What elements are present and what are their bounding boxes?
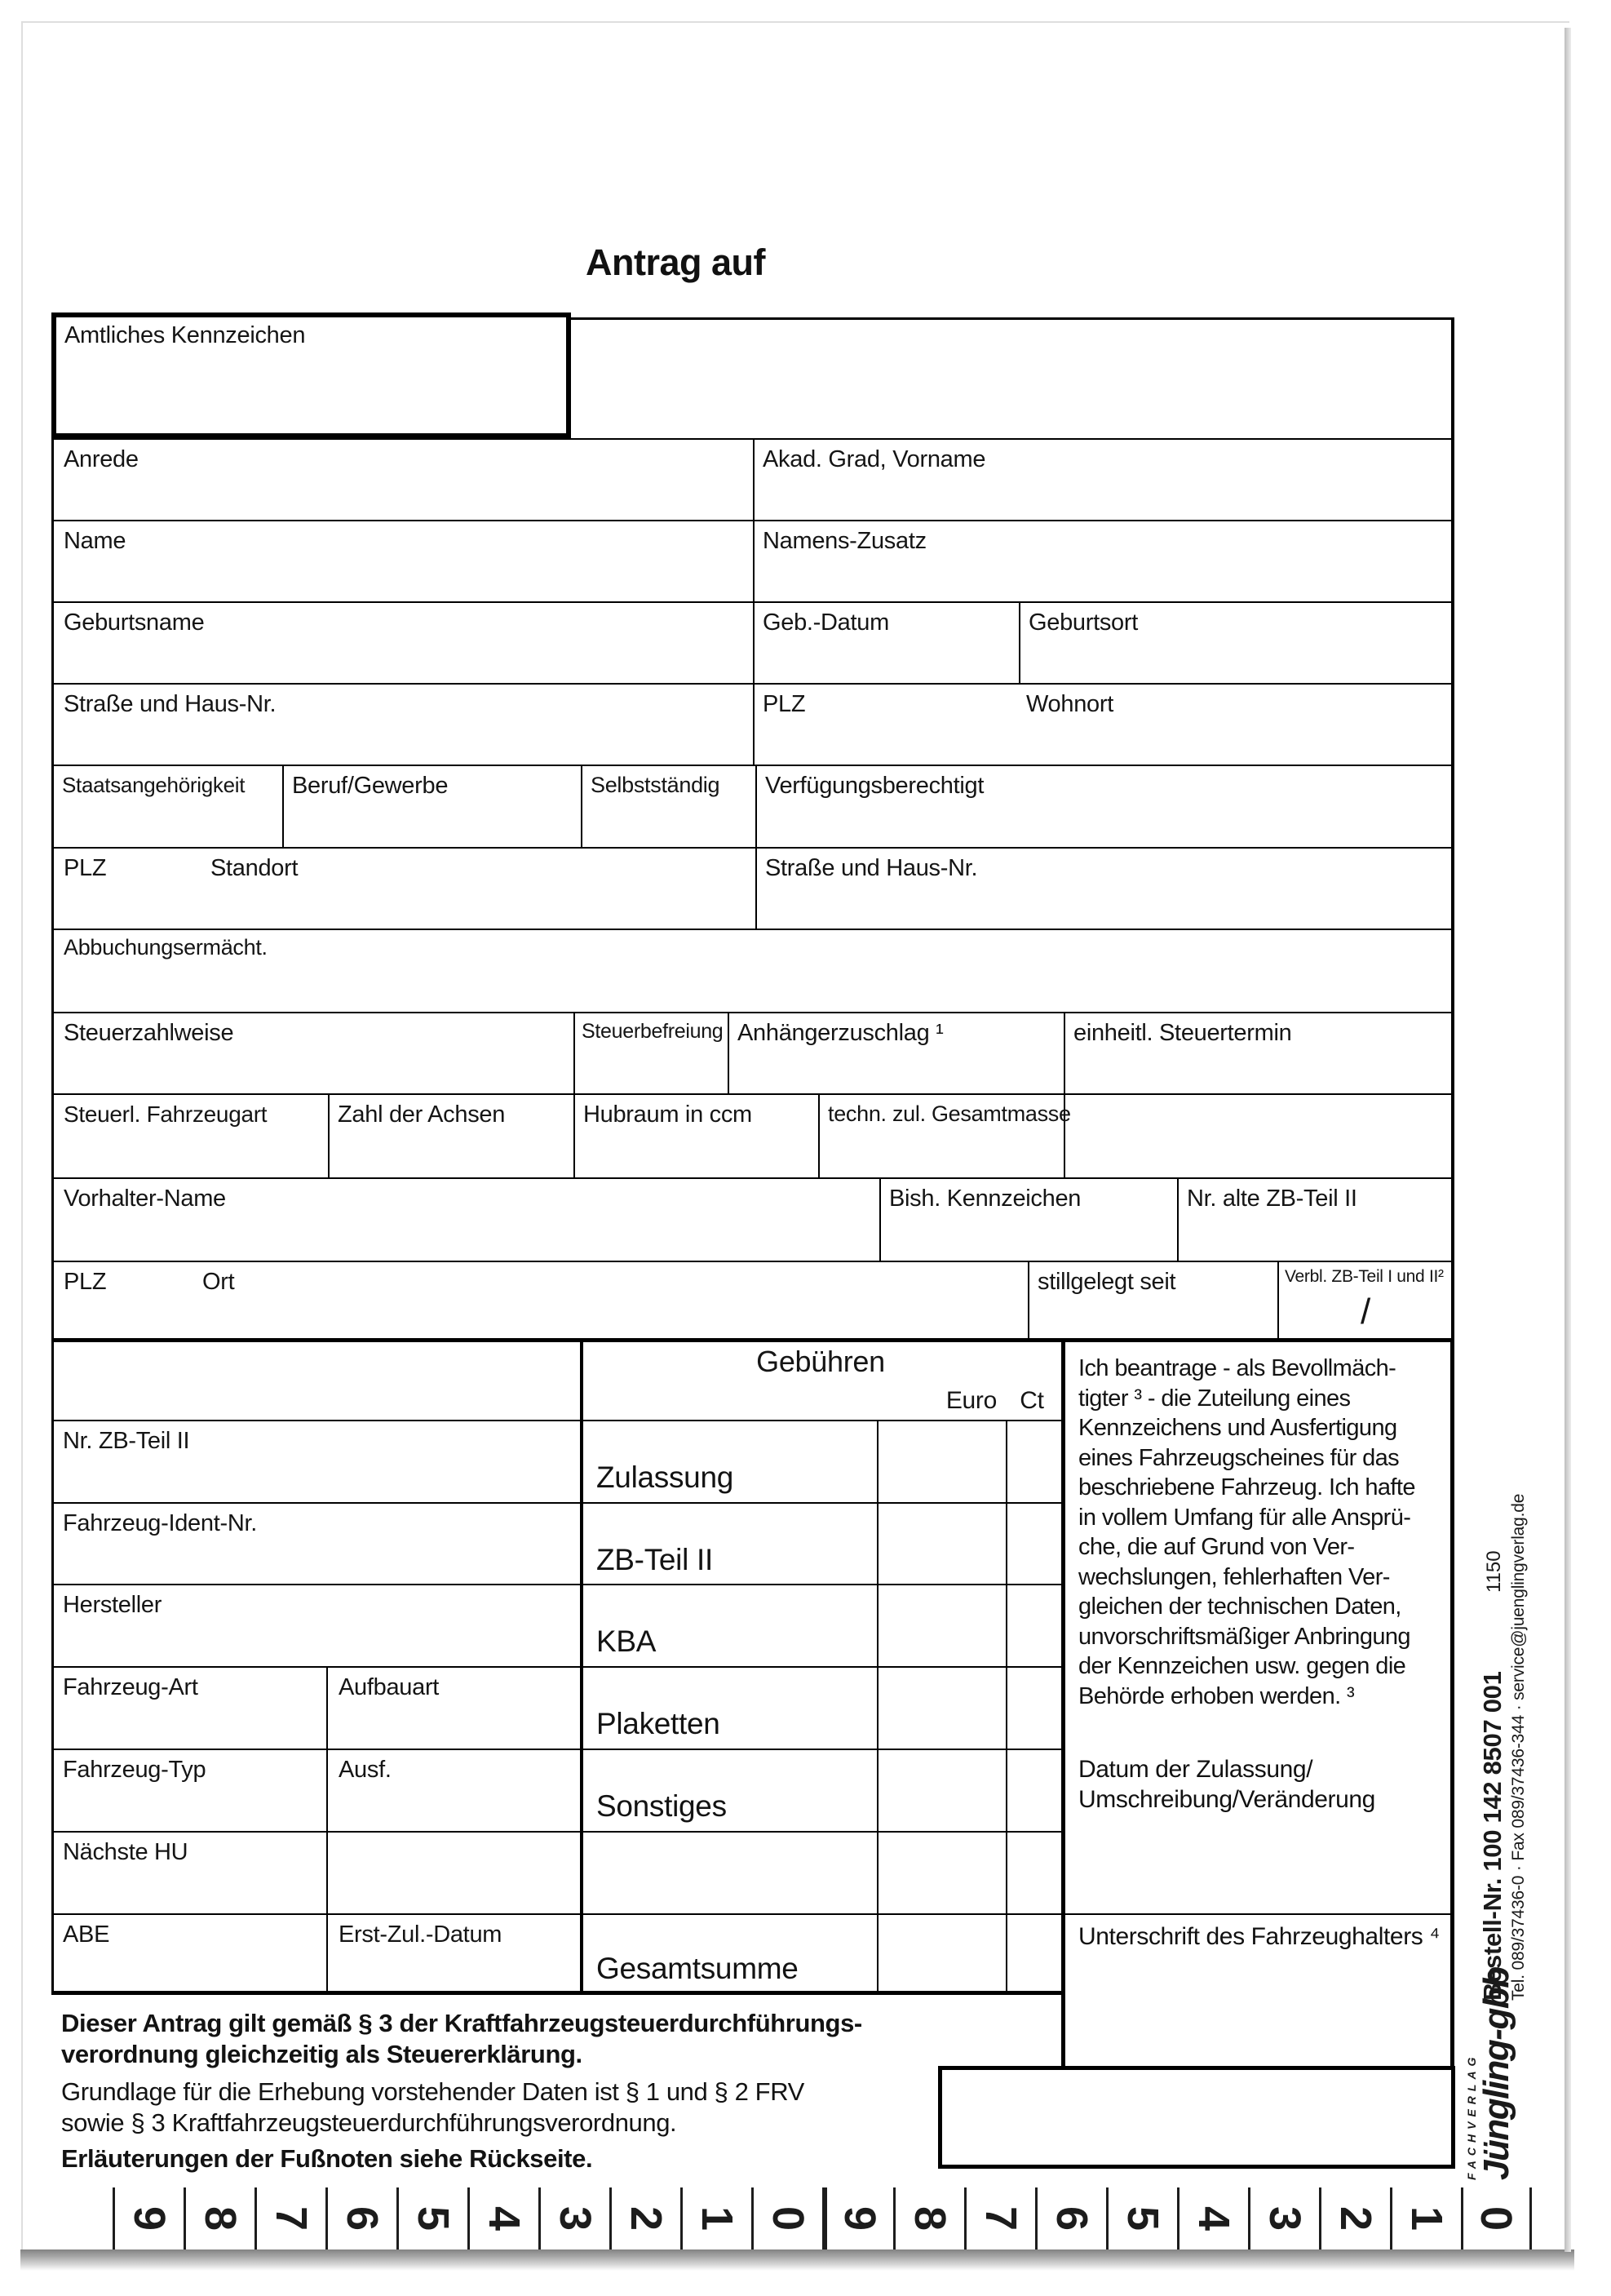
- field-steuertermin-label: einheitl. Steuertermin: [1073, 1020, 1292, 1046]
- field-aufbauart-label: Aufbauart: [339, 1674, 440, 1700]
- field-fahrzeug-art-label: Fahrzeug-Art: [63, 1674, 198, 1700]
- declaration-line: Behörde erhoben werden. ³: [1078, 1682, 1355, 1709]
- scale-digit: 3: [550, 2205, 600, 2232]
- footer-note-bold-2: verordnung gleichzeitig als Steuererklärung.: [61, 2040, 582, 2068]
- fees-euro-header: Euro: [945, 1387, 997, 1414]
- grid-line: [755, 849, 757, 929]
- field-hubraum-label: Hubraum in ccm: [583, 1101, 752, 1128]
- field-naechste-hu-label: Nächste HU: [63, 1839, 188, 1865]
- grid-line: [581, 766, 582, 847]
- row-abbuchung: [54, 929, 1451, 1012]
- field-abe-label: ABE: [63, 1921, 110, 1948]
- grid-line: [51, 1991, 1065, 1995]
- scale-cell: [893, 2187, 964, 2249]
- page-shadow-right: [1565, 28, 1571, 2252]
- grid-line: [51, 1502, 1061, 1504]
- field-selbststaendig-label: Selbstständig: [591, 773, 720, 797]
- scan-edge-line: [21, 21, 1569, 23]
- publisher-logo-name: Jüngling-gbb: [1476, 1967, 1516, 2180]
- row-beruf: [54, 765, 1451, 847]
- scale-cell: [1035, 2187, 1106, 2249]
- declaration-line: gleichen der technischen Daten,: [1078, 1593, 1401, 1620]
- declaration-line: eines Fahrzeugscheines für das: [1078, 1444, 1400, 1471]
- scale-digit: 5: [1118, 2205, 1167, 2232]
- field-standort-label: Standort: [210, 855, 299, 881]
- declaration-line: der Kennzeichen usw. gegen die: [1078, 1653, 1406, 1679]
- grid-line: [573, 1095, 575, 1177]
- grid-line: [753, 521, 755, 601]
- field-bish-kennzeichen-label: Bish. Kennzeichen: [889, 1186, 1082, 1212]
- scale-cell: [1319, 2187, 1390, 2249]
- license-plate-label: Amtliches Kennzeichen: [64, 322, 306, 348]
- grid-line: [282, 766, 284, 847]
- field-vorhalter-name-label: Vorhalter-Name: [64, 1186, 226, 1212]
- grid-line: [51, 1420, 1061, 1421]
- page-title: Antrag auf: [586, 242, 765, 283]
- footer-note-bold-3: Erläuterungen der Fußnoten siehe Rückseite.: [61, 2144, 593, 2173]
- field-zahl-achsen-label: Zahl der Achsen: [338, 1101, 506, 1128]
- scale-cell: [254, 2187, 325, 2249]
- field-erst-zul-datum-label: Erst-Zul.-Datum: [339, 1921, 502, 1948]
- grid-line: [51, 1666, 1061, 1668]
- zulassung-datum-line: Datum der Zulassung/: [1078, 1756, 1313, 1783]
- field-plz-standort-label: PLZ: [64, 855, 107, 881]
- scale-digit: 7: [266, 2205, 316, 2232]
- field-gesamtmasse-label: techn. zul. Gesamtmasse: [828, 1101, 1071, 1126]
- scale-cell: [680, 2187, 751, 2249]
- field-abbuchungsermaechtigung-label: Abbuchungsermächt.: [64, 935, 268, 960]
- field-akad-grad-vorname-label: Akad. Grad, Vorname: [763, 446, 986, 472]
- scale-cell: [184, 2187, 254, 2249]
- declaration-line: unvorschriftsmäßiger Anbringung: [1078, 1623, 1410, 1650]
- footer-note-reg-1: Grundlage für die Erhebung vorstehender Daten ist § 1 und § 2 FRV: [61, 2077, 804, 2106]
- scale-digit: 2: [1330, 2205, 1380, 2232]
- fee-plaketten-label: Plaketten: [596, 1707, 720, 1740]
- grid-line: [51, 1749, 1061, 1750]
- scale-cell: [325, 2187, 396, 2249]
- row-steuer: [54, 1012, 1451, 1093]
- field-plz-ort-label: PLZ: [64, 1269, 107, 1295]
- grid-line: [326, 1666, 328, 1991]
- declaration-block: [1061, 1338, 1454, 2070]
- row-geburtsname: [54, 601, 1451, 683]
- publisher-logo-top: FACHVERLAG: [1465, 2052, 1478, 2180]
- field-steuerbefreiung-label: Steuerbefreiung: [582, 1020, 724, 1043]
- grid-line: [753, 440, 755, 520]
- stamp-box: [938, 2066, 1455, 2169]
- verbleib-slash: /: [1361, 1292, 1370, 1332]
- declaration-text: [1078, 1354, 1415, 1711]
- grid-line: [51, 1338, 1065, 1342]
- row-fahrzeugart: [54, 1093, 1451, 1177]
- scan-edge-line: [21, 23, 23, 2262]
- scale-cell: [1248, 2187, 1319, 2249]
- declaration-line: Kennzeichens und Ausfertigung: [1078, 1415, 1397, 1441]
- field-steuerzahlweise-label: Steuerzahlweise: [64, 1020, 234, 1046]
- row-name: [54, 520, 1451, 601]
- row-anrede: [54, 438, 1451, 520]
- field-steuerl-fahrzeugart-label: Steuerl. Fahrzeugart: [64, 1101, 268, 1127]
- grid-line: [728, 1013, 729, 1093]
- declaration-line: wechslungen, fehlerhaften Ver-: [1078, 1563, 1390, 1590]
- row-stillgelegt: [54, 1261, 1451, 1338]
- field-fahrzeug-typ-label: Fahrzeug-Typ: [63, 1757, 206, 1783]
- field-anrede-label: Anrede: [64, 446, 139, 472]
- field-name-label: Name: [64, 528, 126, 554]
- field-fahrzeug-ident-label: Fahrzeug-Ident-Nr.: [63, 1510, 257, 1536]
- grid-line: [1064, 1013, 1065, 1093]
- field-beruf-gewerbe-label: Beruf/Gewerbe: [292, 773, 449, 799]
- grid-line: [1028, 1262, 1029, 1338]
- fee-gesamtsumme-label: Gesamtsumme: [596, 1952, 799, 1985]
- grid-line: [1065, 1913, 1450, 1915]
- field-geburtsname-label: Geburtsname: [64, 609, 205, 636]
- scale-cell: [467, 2187, 538, 2249]
- scale-digit: 2: [621, 2205, 671, 2232]
- declaration-line: Ich beantrage - als Bevollmäch-: [1078, 1355, 1396, 1381]
- unterschrift-label: Unterschrift des Fahrzeughalters ⁴: [1078, 1923, 1440, 1950]
- zulassung-datum-line: Umschreibung/Veränderung: [1078, 1786, 1375, 1813]
- grid-line: [753, 603, 755, 683]
- grid-line: [1177, 1179, 1179, 1261]
- fee-zb-teil2-label: ZB-Teil II: [596, 1543, 713, 1576]
- scale-cell: [113, 2187, 184, 2249]
- field-ort-label: Ort: [202, 1269, 235, 1295]
- grid-line: [51, 1584, 1061, 1585]
- grid-line: [1006, 1420, 1007, 1991]
- field-verbleib-zb-label: Verbl. ZB-Teil I und II²: [1285, 1267, 1444, 1286]
- footer-note-reg-2: sowie § 3 Kraftfahrzeugsteuerdurchführungsverordnung.: [61, 2108, 677, 2137]
- field-geb-datum-label: Geb.-Datum: [763, 609, 889, 636]
- fee-kba-label: KBA: [596, 1624, 657, 1658]
- grid-line: [755, 766, 757, 847]
- scale-digit: 7: [976, 2205, 1025, 2232]
- counting-scale: [113, 2187, 1532, 2249]
- print-code: 1150: [1483, 1550, 1505, 1593]
- zulassung-datum-label: [1078, 1754, 1375, 1815]
- scale-digit: 6: [1047, 2205, 1096, 2232]
- grid-line: [877, 1420, 879, 1991]
- scale-digit: 1: [1401, 2205, 1451, 2232]
- field-verfuegungsberechtigt-label: Verfügungsberechtigt: [765, 773, 985, 799]
- grid-line: [1019, 603, 1020, 683]
- row-standort: [54, 847, 1451, 929]
- field-stillgelegt-label: stillgelegt seit: [1038, 1269, 1176, 1295]
- field-nr-zb-teil2-label: Nr. ZB-Teil II: [63, 1428, 190, 1454]
- field-plz-label: PLZ: [763, 691, 806, 717]
- scale-cell: [538, 2187, 609, 2249]
- license-plate-box: [51, 312, 571, 438]
- applicant-grid: [51, 438, 1454, 1338]
- footer-note-bold-1: Dieser Antrag gilt gemäß § 3 der Kraftfahrzeugsteuerdurchführungs-: [61, 2009, 862, 2037]
- field-geburtsort-label: Geburtsort: [1029, 609, 1138, 636]
- scale-cell: [609, 2187, 680, 2249]
- declaration-line: che, die auf Grund von Ver-: [1078, 1534, 1355, 1560]
- scale-cell: [396, 2187, 467, 2249]
- scale-cell: [1106, 2187, 1177, 2249]
- grid-line: [51, 1831, 1061, 1833]
- declaration-line: tigter ³ - die Zuteilung eines: [1078, 1385, 1351, 1412]
- field-anhaengerzuschlag-label: Anhängerzuschlag ¹: [737, 1020, 944, 1046]
- scale-cell: [751, 2187, 822, 2249]
- scale-cell: [822, 2187, 893, 2249]
- scale-cell: [1461, 2187, 1532, 2249]
- field-hersteller-label: Hersteller: [63, 1592, 162, 1618]
- scale-digit: 8: [195, 2205, 245, 2232]
- declaration-line: beschriebene Fahrzeug. Ich hafte: [1078, 1474, 1415, 1500]
- fee-sonstiges-label: Sonstiges: [596, 1789, 727, 1823]
- grid-line: [753, 685, 755, 765]
- fees-ct-header: Ct: [1020, 1387, 1044, 1414]
- field-namens-zusatz-label: Namens-Zusatz: [763, 528, 927, 554]
- fees-title: Gebühren: [756, 1345, 885, 1378]
- page-shadow-bottom: [20, 2249, 1574, 2271]
- field-ausf-label: Ausf.: [339, 1757, 392, 1783]
- scale-cell: [964, 2187, 1035, 2249]
- row-vorhalter: [54, 1177, 1451, 1261]
- scale-cell: [1390, 2187, 1461, 2249]
- scale-digit: 9: [124, 2205, 174, 2232]
- scale-digit: 1: [692, 2205, 741, 2232]
- declaration-line: in vollem Umfang für alle Ansprü-: [1078, 1504, 1411, 1531]
- scale-digit: 3: [1259, 2205, 1309, 2232]
- row-strasse: [54, 683, 1451, 765]
- scale-digit: 9: [835, 2205, 885, 2232]
- field-alte-zb-label: Nr. alte ZB-Teil II: [1187, 1186, 1357, 1212]
- field-strasse-standort-label: Straße und Haus-Nr.: [765, 855, 978, 881]
- scale-digit: 8: [905, 2205, 954, 2232]
- fee-zulassung-label: Zulassung: [596, 1460, 734, 1494]
- license-plate-entry-area: [571, 317, 1454, 438]
- publisher-contact: Tel. 089/37436-0 · Fax 089/37436-344 · service@juenglingverlag.de: [1509, 1493, 1528, 2001]
- grid-line: [51, 1913, 1061, 1915]
- scale-digit: 5: [408, 2205, 458, 2232]
- scale-digit: 4: [1188, 2205, 1238, 2232]
- scale-digit: 0: [1472, 2205, 1521, 2232]
- grid-line: [573, 1013, 575, 1093]
- order-number: Bestell-Nr. 100 142 8507 001: [1478, 1671, 1507, 2001]
- grid-line: [879, 1179, 881, 1261]
- scale-digit: 0: [763, 2205, 812, 2232]
- scale-cell: [1177, 2187, 1248, 2249]
- field-wohnort-label: Wohnort: [1026, 691, 1113, 717]
- field-strasse-label: Straße und Haus-Nr.: [64, 691, 277, 717]
- scale-digit: 4: [479, 2205, 529, 2232]
- publisher-logo: [1465, 1967, 1516, 2180]
- grid-line: [818, 1095, 820, 1177]
- field-staatsangehoerigkeit-label: Staatsangehörigkeit: [62, 773, 246, 797]
- grid-line: [328, 1095, 330, 1177]
- scale-digit: 6: [337, 2205, 387, 2232]
